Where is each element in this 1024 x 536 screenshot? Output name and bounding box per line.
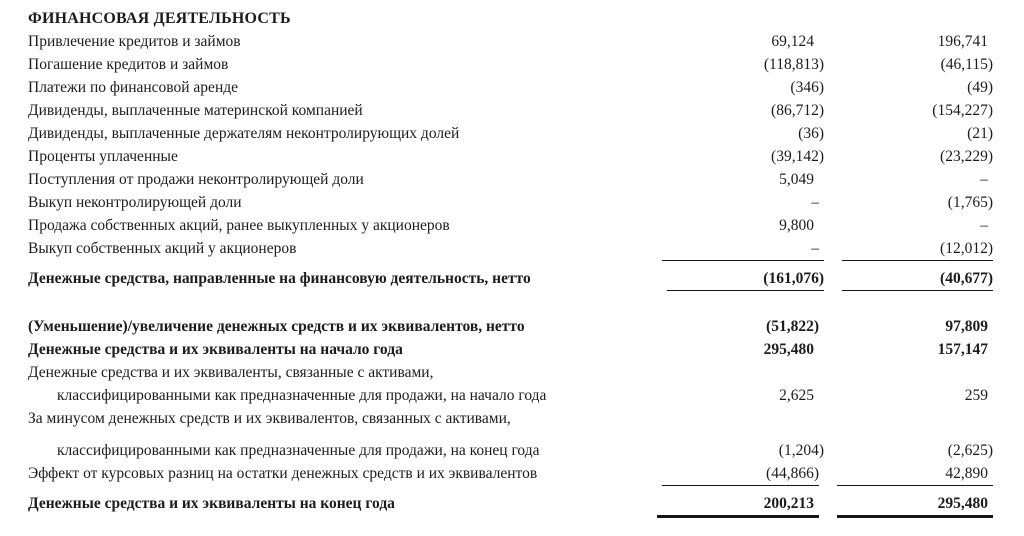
row-value-col1: (1,204) [778,442,824,459]
row-value-col2: 97,809 [945,318,988,335]
table-row [28,462,993,486]
table-row [28,145,993,168]
table-row [28,7,993,30]
row-label: Денежные средства, направленные на финансовую деятельность, нетто [28,270,531,287]
row-label: Привлечение кредитов и займов [28,33,241,50]
row-value-col2: 157,147 [937,341,988,358]
row-value-col1: 5,049 [779,171,814,188]
row-value-col2: (21) [967,125,993,142]
row-value-col1: 200,213 [657,492,819,518]
row-value-col2: (154,227) [932,102,993,119]
row-value-col2: (2,625) [947,442,993,459]
table-row-beginning-balance [28,338,993,361]
row-value-col2: 295,480 [837,492,993,518]
row-label: Проценты уплаченные [28,148,178,165]
row-value-col2: 42,890 [837,462,993,486]
row-value-col1: (51,822) [766,318,819,335]
table-row [28,361,993,384]
row-label: Платежи по финансовой аренде [28,79,238,96]
table-row [28,439,993,462]
row-value-col1: (161,076) [667,267,824,291]
row-value-col2: 196,741 [937,33,988,50]
row-value-col1: 2,625 [779,387,814,404]
row-value-col2: (46,115) [940,56,993,73]
row-value-col2: 259 [964,387,988,404]
row-value-col2: (49) [967,79,993,96]
row-label: Эффект от курсовых разниц на остатки денежных средств и их эквивалентов [28,465,538,482]
table-row [28,214,993,237]
row-label: За минусом денежных средств и их эквивалентов, связанных с активами, [28,410,511,427]
row-value-col1: 9,800 [779,217,814,234]
row-label: (Уменьшение)/увеличение денежных средств и их эквивалентов, нетто [28,318,525,335]
table-row [28,191,993,214]
row-label: Погашение кредитов и займов [28,56,229,73]
row-label: Денежные средства и их эквиваленты на конец года [28,495,395,512]
table-row [28,76,993,99]
table-row [28,99,993,122]
row-label: классифицированными как предназначенные для продажи, на начало года [57,387,547,404]
row-label: Продажа собственных акций, ранее выкупленных у акционеров [28,217,450,234]
row-value-col1: (39,142) [771,148,824,165]
row-value-col1: (118,813) [763,56,824,73]
row-label: Денежные средства и их эквиваленты на начало года [28,341,403,358]
row-value-col1: 295,480 [763,341,814,358]
table-row [28,384,993,407]
row-value-col1: – [662,237,824,261]
table-row [28,122,993,145]
row-value-col1: (86,712) [771,102,824,119]
row-label: классифицированными как предназначенные для продажи, на конец года [57,442,540,459]
row-value-col2: (40,677) [842,267,993,291]
row-value-col2: – [980,171,988,188]
table-row [28,168,993,191]
table-row [28,407,993,430]
row-value-col2: (1,765) [947,194,993,211]
row-label: Поступления от продажи неконтролирующей доли [28,171,364,188]
row-value-col1: (346) [790,79,824,96]
table-row [28,237,993,261]
section-title: ФИНАНСОВАЯ ДЕЯТЕЛЬНОСТЬ [28,10,291,27]
row-value-col1: – [811,194,819,211]
row-value-col2: – [980,217,988,234]
row-label: Денежные средства и их эквиваленты, связанные с активами, [28,364,434,381]
row-label: Выкуп собственных акций у акционеров [28,240,297,257]
table-row-ending-balance [28,492,993,518]
table-row [28,53,993,76]
row-label: Выкуп неконтролирующей доли [28,194,242,211]
row-value-col2: (12,012) [842,237,993,261]
table-row [28,30,993,53]
row-label: Дивиденды, выплаченные держателям неконтролирующих долей [28,125,460,142]
row-value-col1: (44,866) [662,462,819,486]
table-row-net-change [28,315,993,338]
row-value-col1: 69,124 [771,33,814,50]
table-row-total-financing [28,267,993,291]
row-value-col2: (23,229) [940,148,993,165]
row-value-col1: (36) [798,125,824,142]
row-label: Дивиденды, выплаченные материнской компанией [28,102,363,119]
